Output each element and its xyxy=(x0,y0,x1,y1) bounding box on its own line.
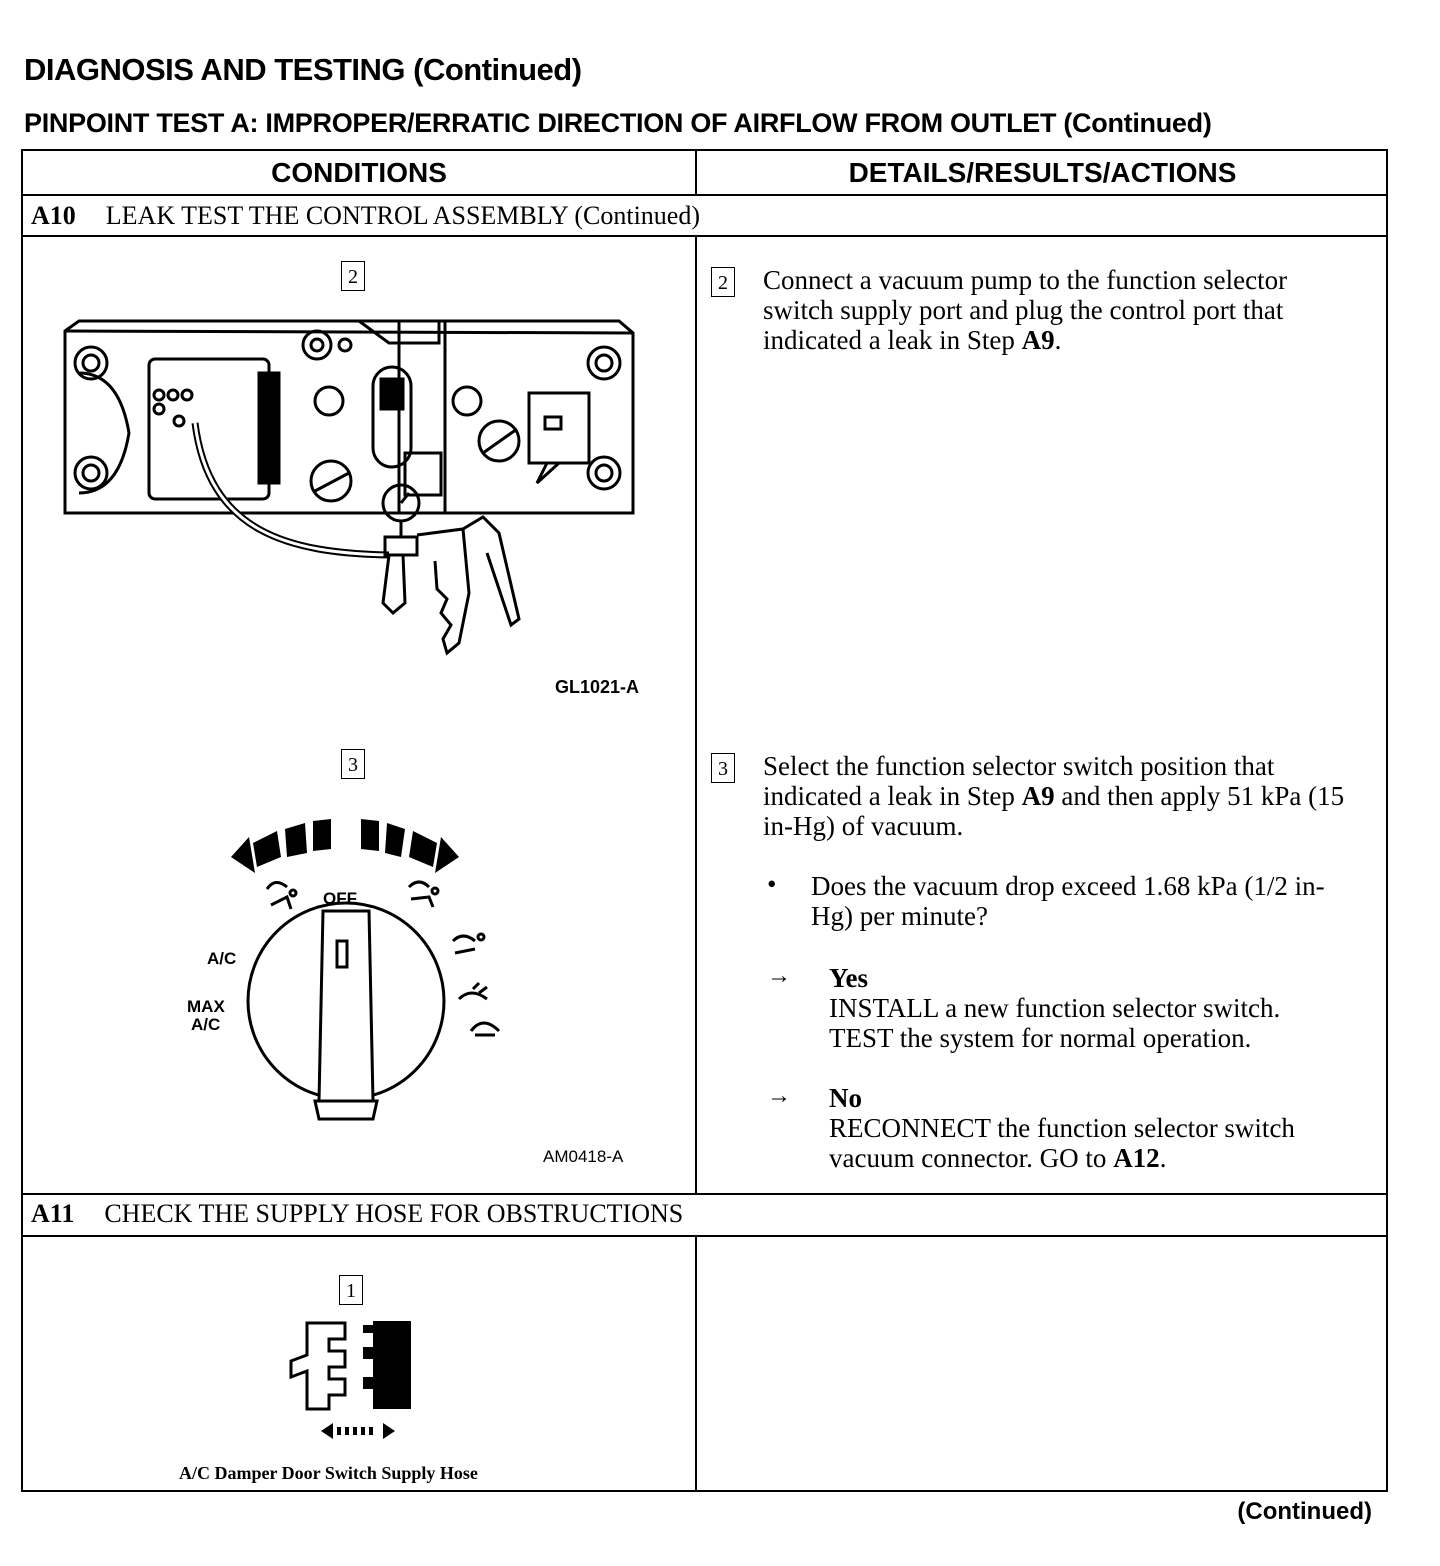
dial-label-max: MAX xyxy=(187,997,225,1016)
conditions-header: CONDITIONS xyxy=(271,157,447,188)
rule xyxy=(23,1193,1386,1195)
continued-footer: (Continued) xyxy=(1237,1498,1372,1525)
yes-label: Yes xyxy=(829,963,868,993)
yes-action-line-1: INSTALL a new function selector switch. xyxy=(829,993,1281,1023)
no-label: No xyxy=(829,1083,862,1113)
step-2-instruction: Connect a vacuum pump to the function selector switch supply port and plug the control port that indicated a leak in Step A9. xyxy=(763,265,1288,355)
dial-label-off: OFF xyxy=(323,889,357,908)
dial-label-ac: A/C xyxy=(207,949,237,968)
step-a10-title: LEAK TEST THE CONTROL ASSEMBLY (Continued) xyxy=(105,201,700,230)
step-number-box: 1 xyxy=(339,1275,363,1305)
figure-caption-gl1021a: GL1021-A xyxy=(555,677,640,697)
step-3-instruction: Select the function selector switch position that indicated a leak in Step A9 and then apply 51 kPa (15 in-Hg) of vacuum. xyxy=(763,751,1345,841)
pinpoint-test-table xyxy=(21,149,1388,1492)
column-divider xyxy=(695,1237,697,1492)
step-number-box: 3 xyxy=(711,753,735,783)
step-a10-id: A10 xyxy=(31,201,76,230)
details-header: DETAILS/RESULTS/ACTIONS xyxy=(848,157,1237,188)
yes-action-line-2: TEST the system for normal operation. xyxy=(829,1023,1252,1053)
step-a11-title: CHECK THE SUPPLY HOSE FOR OBSTRUCTIONS xyxy=(104,1199,684,1228)
dial-label-max-ac: A/C xyxy=(191,1015,221,1034)
vacuum-pump-control-assembly-figure xyxy=(59,313,639,693)
question-bullet: • xyxy=(767,869,777,899)
step-number-box: 2 xyxy=(711,267,735,297)
step-a11-header xyxy=(31,1199,683,1229)
page-subtitle: PINPOINT TEST A: IMPROPER/ERRATIC DIRECTION OF AIRFLOW FROM OUTLET (Continued) xyxy=(24,108,1212,138)
step-number-box: 3 xyxy=(341,749,365,779)
step-a11-id: A11 xyxy=(31,1199,75,1228)
supply-hose-connector-figure xyxy=(283,1317,423,1447)
no-arrow-icon: → xyxy=(767,1083,791,1109)
column-divider xyxy=(695,237,697,1193)
rule xyxy=(23,235,1386,237)
page-title: DIAGNOSIS AND TESTING (Continued) xyxy=(24,52,582,87)
rule xyxy=(23,194,1386,196)
step-number-box: 2 xyxy=(341,261,365,291)
step-a10-header xyxy=(31,201,700,231)
figure-caption-supply-hose: A/C Damper Door Switch Supply Hose xyxy=(179,1463,478,1483)
header-divider xyxy=(695,151,697,195)
no-action-line-2: vacuum connector. GO to A12. xyxy=(829,1143,1167,1173)
step-3-question: Does the vacuum drop exceed 1.68 kPa (1/2 in-Hg) per minute? xyxy=(811,871,1325,931)
figure-caption-am0418a: AM0418-A xyxy=(543,1147,624,1166)
rule xyxy=(23,1235,1386,1237)
yes-arrow-icon: → xyxy=(767,963,791,989)
no-action-line-1: RECONNECT the function selector switch xyxy=(829,1113,1295,1143)
